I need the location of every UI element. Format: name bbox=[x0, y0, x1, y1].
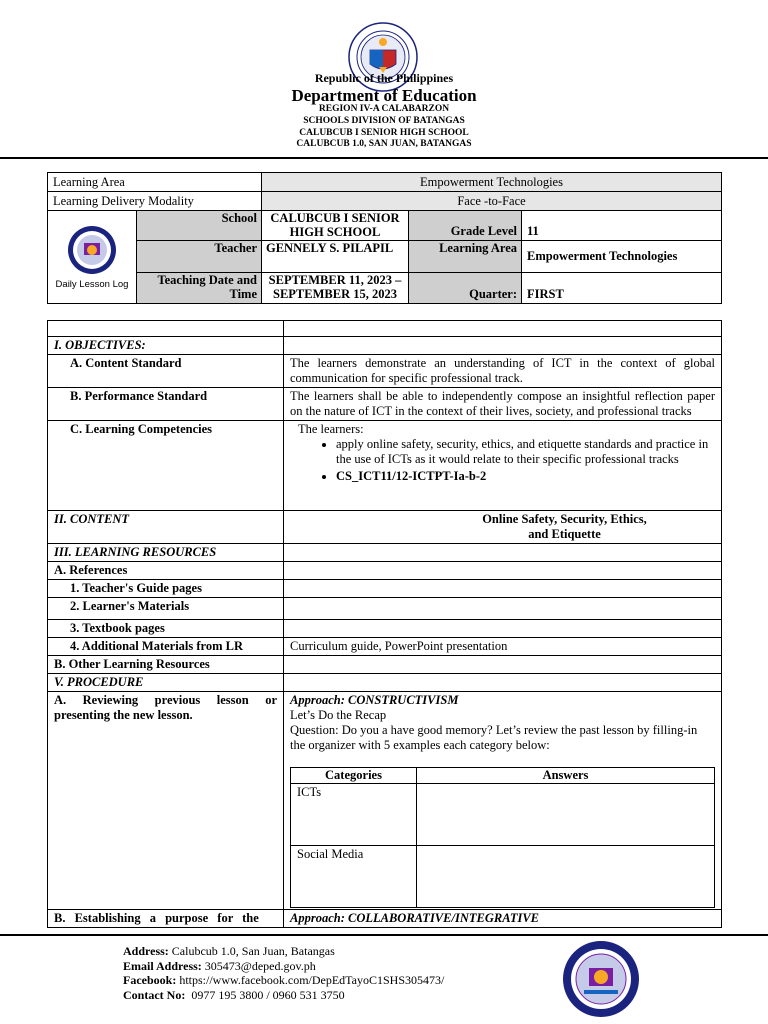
answer-social-media[interactable] bbox=[417, 846, 715, 908]
references-label: A. References bbox=[48, 562, 284, 580]
grade-level-value: 11 bbox=[522, 211, 722, 241]
content-standard-label: A. Content Standard bbox=[48, 355, 284, 388]
school-label: School bbox=[137, 211, 262, 241]
learning-area-value: Empowerment Technologies bbox=[262, 173, 722, 192]
review-lesson-cell bbox=[284, 692, 722, 910]
facebook-link[interactable]: https://www.facebook.com/DepEdTayoC1SHS305473/ bbox=[179, 973, 445, 987]
learning-area-table bbox=[47, 172, 722, 211]
performance-standard-label: B. Performance Standard bbox=[48, 388, 284, 421]
approach-collaborative: Approach: COLLABORATIVE/INTEGRATIVE bbox=[284, 910, 722, 928]
procedure-heading: V. PROCEDURE bbox=[48, 674, 284, 692]
footer-rule bbox=[0, 934, 768, 936]
recap-organizer-table bbox=[290, 767, 715, 908]
performance-standard-text: The learners shall be able to independently compose an insightful reflection paper on the nature of ICT in the context of their lives, society, and professional tracks bbox=[284, 388, 722, 421]
address-value: Calubcub 1.0, San Juan, Batangas bbox=[171, 944, 335, 958]
email-label: Email Address: bbox=[123, 958, 202, 973]
textbook-pages-label: 3. Textbook pages bbox=[48, 620, 284, 638]
answer-icts[interactable] bbox=[417, 784, 715, 846]
competencies-intro: The learners: bbox=[298, 422, 364, 436]
school-seal-icon bbox=[64, 225, 120, 275]
content-topic-line1: Online Safety, Security, Ethics, bbox=[482, 512, 647, 526]
category-social-media: Social Media bbox=[291, 846, 417, 908]
learners-materials-label: 2. Learner's Materials bbox=[48, 598, 284, 620]
answers-header: Answers bbox=[417, 768, 715, 784]
additional-materials-label: 4. Additional Materials from LR bbox=[48, 638, 284, 656]
teachers-guide-label: 1. Teacher's Guide pages bbox=[48, 580, 284, 598]
republic-line: Republic of the Philippines bbox=[314, 71, 454, 85]
recap-question: Question: Do you a have good memory? Let’s review the past lesson by filling-in the organizer with 5 examples each category below: bbox=[290, 723, 698, 752]
daily-lesson-log-cell bbox=[48, 211, 137, 304]
competencies-label: C. Learning Competencies bbox=[48, 421, 284, 511]
recap-title: Let’s Do the Recap bbox=[290, 708, 387, 722]
objectives-heading: I. OBJECTIVES: bbox=[48, 337, 284, 355]
contact-value: 0977 195 3800 / 0960 531 3750 bbox=[191, 987, 345, 1002]
category-icts: ICTs bbox=[291, 784, 417, 846]
lesson-log-table bbox=[47, 210, 722, 304]
content-topic-line2: and Etiquette bbox=[528, 527, 601, 541]
modality-value: Face -to-Face bbox=[262, 192, 722, 211]
competency-code: • CS_ICT11/12-ICTPT-Ia-b-2 bbox=[336, 469, 715, 484]
teacher-label: Teacher bbox=[137, 241, 262, 273]
contact-label: Contact No: bbox=[123, 987, 186, 1002]
content-standard-text: The learners demonstrate an understanding of ICT in the context of global communication for specific professional track. bbox=[284, 355, 722, 388]
teacher-value: GENNELY S. PILAPIL bbox=[262, 241, 409, 273]
department-title: Department of Education bbox=[291, 86, 477, 105]
email-value[interactable]: 305473@deped.gov.ph bbox=[204, 958, 316, 973]
lesson-plan-table bbox=[47, 320, 722, 928]
school-value: CALUBCUB I SENIOR HIGH SCHOOL bbox=[262, 211, 409, 241]
other-resources-label: B. Other Learning Resources bbox=[48, 656, 284, 674]
teaching-date-label: Teaching Date and Time bbox=[137, 273, 262, 304]
review-lesson-label: A. Reviewing previous lesson or presenting the new lesson. bbox=[48, 692, 284, 910]
competency-item: • apply online safety, security, ethics, and etiquette standards and practice in the use of ICTs as it would relate to their specific professional tracks bbox=[336, 437, 715, 467]
content-heading: II. CONTENT bbox=[48, 511, 284, 544]
school-address-line: CALUBCUB 1.0, SAN JUAN, BATANGAS bbox=[296, 139, 472, 149]
teaching-date-value: SEPTEMBER 11, 2023 – SEPTEMBER 15, 2023 bbox=[262, 273, 409, 304]
school-line: CALUBCUB I SENIOR HIGH SCHOOL bbox=[299, 128, 469, 138]
facebook-label: Facebook: bbox=[123, 973, 177, 987]
region-line: REGION IV-A CALABARZON bbox=[318, 104, 450, 114]
footer-contact bbox=[123, 944, 444, 1002]
additional-materials-value: Curriculum guide, PowerPoint presentation bbox=[284, 638, 722, 656]
categories-header: Categories bbox=[291, 768, 417, 784]
quarter-label: Quarter: bbox=[409, 273, 522, 304]
content-topic-cell bbox=[284, 511, 722, 544]
grade-level-label: Grade Level bbox=[409, 211, 522, 241]
header-rule bbox=[0, 157, 768, 159]
learning-area-value-2: Empowerment Technologies bbox=[522, 241, 722, 273]
resources-heading: III. LEARNING RESOURCES bbox=[48, 544, 284, 562]
learning-area-label-2: Learning Area bbox=[409, 241, 522, 273]
approach-constructivism: Approach: CONSTRUCTIVISM bbox=[290, 693, 459, 707]
division-line: SCHOOLS DIVISION OF BATANGAS bbox=[303, 116, 465, 126]
learning-area-label: Learning Area bbox=[48, 173, 262, 192]
school-seal-logo bbox=[562, 940, 640, 1018]
modality-label: Learning Delivery Modality bbox=[48, 192, 262, 211]
address-label: Address: bbox=[123, 944, 169, 958]
quarter-value: FIRST bbox=[522, 273, 722, 304]
competencies-cell bbox=[284, 421, 722, 511]
purpose-label: B. Establishing a purpose for the bbox=[48, 910, 284, 928]
daily-lesson-log-caption: Daily Lesson Log bbox=[55, 278, 129, 290]
